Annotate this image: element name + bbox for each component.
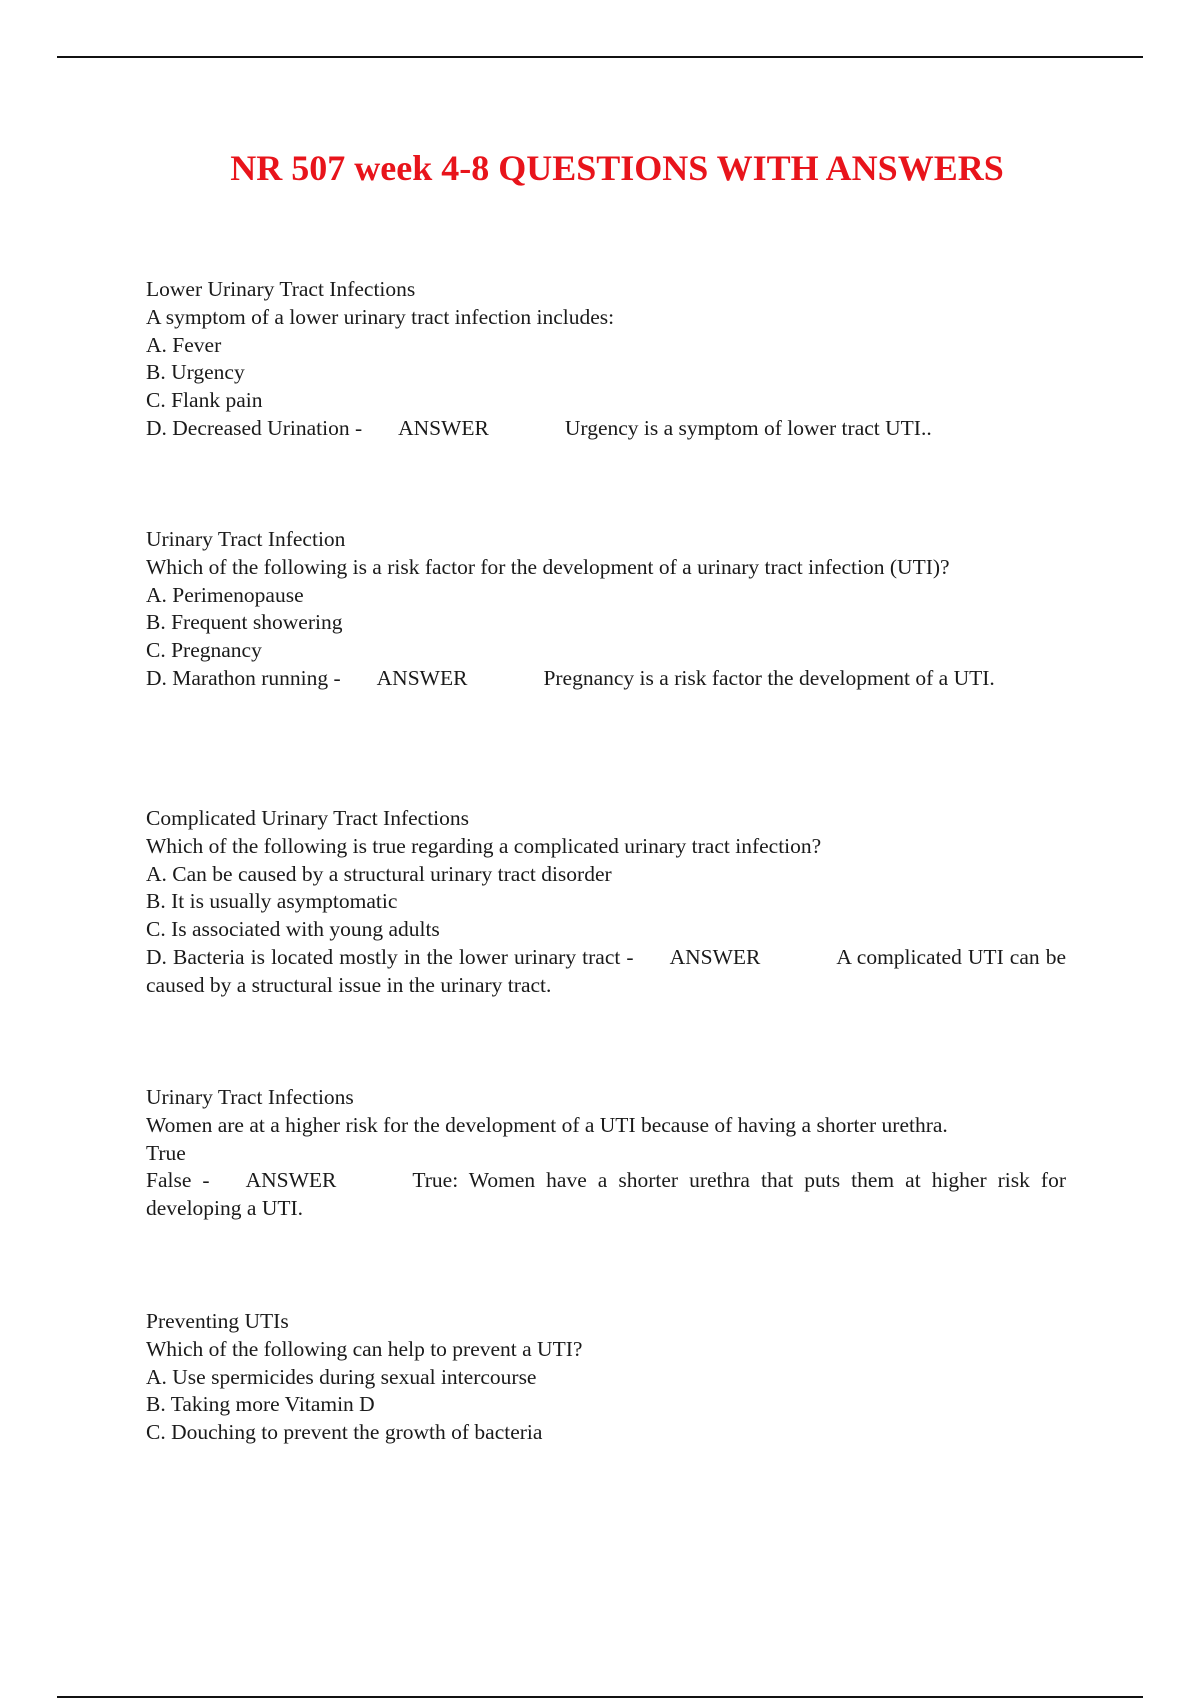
answer-option: True bbox=[146, 1140, 186, 1165]
question-block bbox=[146, 1308, 1066, 1447]
question-block bbox=[146, 805, 1066, 1000]
answer-option: C. Flank pain bbox=[146, 388, 263, 413]
answer-option: C. Is associated with young adults bbox=[146, 917, 440, 942]
header-rule bbox=[57, 56, 1143, 58]
question-stem: Which of the following is a risk factor for the development of a urinary tract infection (UTI)? bbox=[146, 554, 950, 579]
document-title: NR 507 week 4-8 QUESTIONS WITH ANSWERS bbox=[230, 148, 1004, 188]
answer-explanation: Urgency is a symptom of lower tract UTI.. bbox=[564, 415, 932, 440]
final-option-with-answer bbox=[146, 944, 1066, 1000]
answer-option: A. Perimenopause bbox=[146, 582, 304, 607]
answer-label: ANSWER bbox=[245, 1168, 337, 1193]
final-option-with-answer bbox=[146, 1167, 1066, 1223]
answer-option: B. Taking more Vitamin D bbox=[146, 1392, 375, 1417]
answer-option: B. Frequent showering bbox=[146, 610, 343, 635]
answer-label: ANSWER bbox=[669, 944, 761, 969]
answer-option: A. Can be caused by a structural urinary tract disorder bbox=[146, 861, 612, 886]
answer-option: False - bbox=[146, 1168, 210, 1193]
answer-option: D. Bacteria is located mostly in the lower urinary tract - bbox=[146, 944, 634, 969]
final-option-with-answer bbox=[146, 665, 1066, 693]
question-block bbox=[146, 526, 1066, 693]
answer-option: C. Pregnancy bbox=[146, 638, 262, 663]
question-topic: Urinary Tract Infection bbox=[146, 527, 346, 551]
answer-option: D. Marathon running - bbox=[146, 665, 341, 690]
answer-option: B. Urgency bbox=[146, 360, 245, 385]
question-topic: Preventing UTIs bbox=[146, 1309, 289, 1333]
answer-explanation: A complicated UTI can be caused by a structural issue in the urinary tract. bbox=[146, 944, 1066, 997]
final-option-with-answer bbox=[146, 415, 1066, 443]
question-topic: Complicated Urinary Tract Infections bbox=[146, 806, 470, 830]
answer-option: B. It is usually asymptomatic bbox=[146, 889, 398, 914]
footer-rule bbox=[57, 1696, 1143, 1698]
question-stem: Which of the following is true regarding a complicated urinary tract infection? bbox=[146, 833, 822, 858]
answer-option: A. Use spermicides during sexual intercourse bbox=[146, 1364, 537, 1389]
answer-label: ANSWER bbox=[376, 665, 468, 690]
question-stem: A symptom of a lower urinary tract infection includes: bbox=[146, 304, 615, 329]
answer-explanation: True: Women have a shorter urethra that puts them at higher risk for developing a UTI. bbox=[146, 1168, 1066, 1221]
question-stem: Which of the following can help to prevent a UTI? bbox=[146, 1336, 583, 1361]
question-topic: Lower Urinary Tract Infections bbox=[146, 277, 416, 301]
answer-option: C. Douching to prevent the growth of bacteria bbox=[146, 1420, 543, 1445]
question-topic: Urinary Tract Infections bbox=[146, 1085, 354, 1109]
answer-explanation: Pregnancy is a risk factor the development of a UTI. bbox=[543, 665, 995, 690]
answer-option: A. Fever bbox=[146, 332, 222, 357]
answer-option: D. Decreased Urination - bbox=[146, 415, 363, 440]
answer-label: ANSWER bbox=[398, 415, 489, 440]
question-block bbox=[146, 1084, 1066, 1223]
question-stem: Women are at a higher risk for the development of a UTI because of having a shorter urethra. bbox=[146, 1112, 948, 1137]
question-block bbox=[146, 276, 1066, 443]
